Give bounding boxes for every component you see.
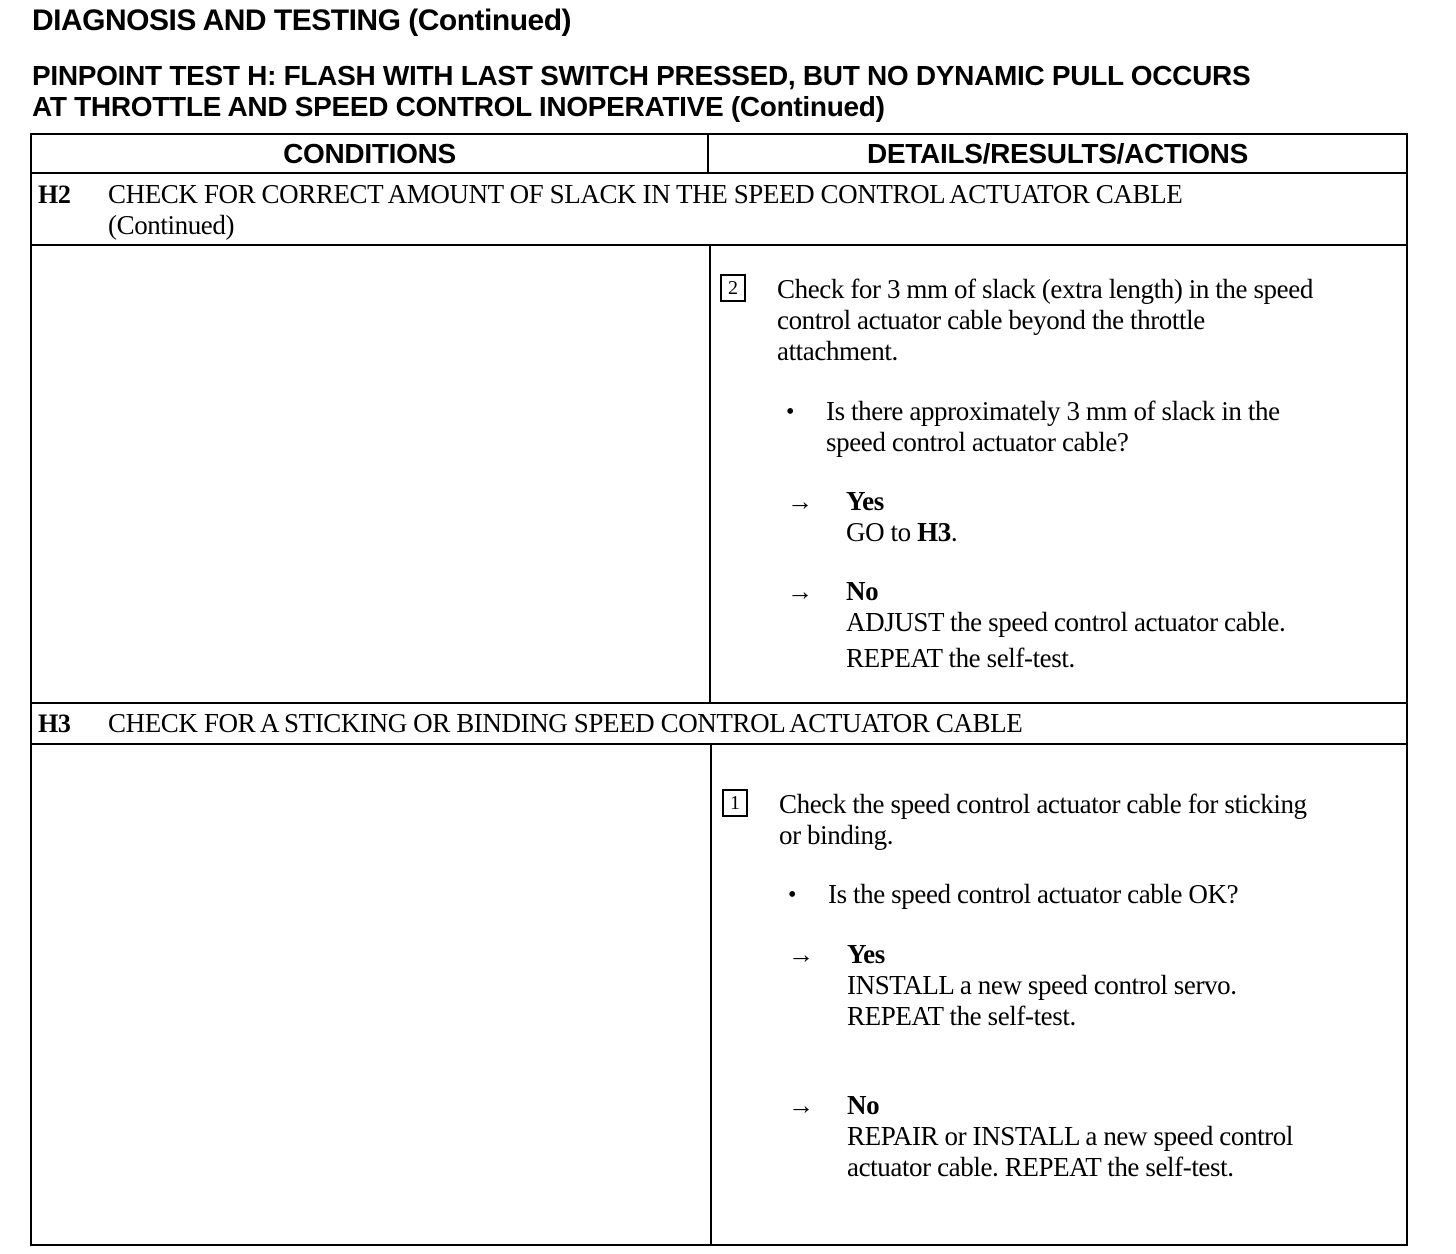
h3-yes-label: Yes (847, 939, 885, 969)
table-divider-h3-top (30, 702, 1408, 704)
arrow-right-icon: → (787, 487, 813, 516)
arrow-right-icon: → (788, 940, 814, 969)
step-number-box: 2 (720, 274, 746, 302)
h3-step-line-2: or binding. (779, 820, 894, 850)
h2-step-instructions (777, 274, 1313, 367)
section-title-h2-line-2: (Continued) (108, 210, 235, 240)
table-divider-h3-title (30, 743, 1408, 745)
bullet-icon: • (786, 399, 795, 425)
pinpoint-test-title-line-1: PINPOINT TEST H: FLASH WITH LAST SWITCH PRESSED, BUT NO DYNAMIC PULL OCCURS (32, 60, 1251, 91)
h3-no-line-1: REPAIR or INSTALL a new speed control (847, 1121, 1293, 1151)
h2-no-line-2: REPEAT the self-test. (846, 643, 1075, 673)
h2-no-line-1: ADJUST the speed control actuator cable. (846, 607, 1286, 637)
h3-no-line-2: actuator cable. REPEAT the self-test. (847, 1152, 1234, 1182)
h2-question-line-2: speed control actuator cable? (826, 427, 1129, 457)
h2-yes-action-prefix: GO to (846, 517, 918, 547)
h2-yes-action-suffix: . (950, 517, 958, 547)
pinpoint-test-title-line-2: AT THROTTLE AND SPEED CONTROL INOPERATIVE (Continued) (32, 91, 885, 122)
h2-step-line-1: Check for 3 mm of slack (extra length) in the speed (777, 274, 1313, 304)
h3-step-instructions (779, 789, 1307, 851)
table-divider-h2-title (30, 244, 1408, 246)
section-title-h3: CHECK FOR A STICKING OR BINDING SPEED CONTROL ACTUATOR CABLE (108, 708, 1023, 738)
h3-yes-answer (847, 939, 1237, 1032)
step-number-box: 1 (722, 789, 748, 817)
h3-no-label: No (847, 1090, 880, 1120)
h3-step-line-1: Check the speed control actuator cable for sticking (779, 789, 1307, 819)
h2-step-line-2: control actuator cable beyond the throttle (777, 305, 1205, 335)
pinpoint-test-title (32, 60, 1250, 122)
h2-yes-label: Yes (846, 486, 884, 516)
h3-no-answer (847, 1090, 1293, 1183)
column-header-conditions: CONDITIONS (283, 138, 456, 169)
h3-question: Is the speed control actuator cable OK? (828, 879, 1239, 909)
h2-question (826, 396, 1280, 458)
h2-yes-answer (846, 486, 957, 548)
h2-question-line-1: Is there approximately 3 mm of slack in the (826, 396, 1280, 426)
section-title-h2 (108, 179, 1182, 241)
column-divider-h3 (710, 743, 712, 1246)
document-title: DIAGNOSIS AND TESTING (Continued) (32, 4, 572, 37)
h2-no-answer (846, 576, 1285, 674)
h2-yes-action (846, 517, 957, 548)
h3-yes-line-1: INSTALL a new speed control servo. (847, 970, 1237, 1000)
section-id-h3: H3 (38, 709, 71, 738)
h3-yes-line-2: REPEAT the self-test. (847, 1001, 1076, 1031)
h2-no-label: No (846, 576, 879, 606)
column-header-details: DETAILS/RESULTS/ACTIONS (867, 138, 1248, 169)
h2-yes-action-ref: H3 (917, 517, 951, 547)
bullet-icon: • (788, 882, 797, 908)
column-divider-h2 (709, 244, 711, 703)
table-divider-header (30, 172, 1408, 174)
arrow-right-icon: → (787, 577, 813, 606)
h2-step-line-3: attachment. (777, 336, 898, 366)
arrow-right-icon: → (788, 1091, 814, 1120)
section-title-h2-line-1: CHECK FOR CORRECT AMOUNT OF SLACK IN THE SPEED CONTROL ACTUATOR CABLE (108, 179, 1183, 209)
section-id-h2: H2 (38, 180, 71, 209)
